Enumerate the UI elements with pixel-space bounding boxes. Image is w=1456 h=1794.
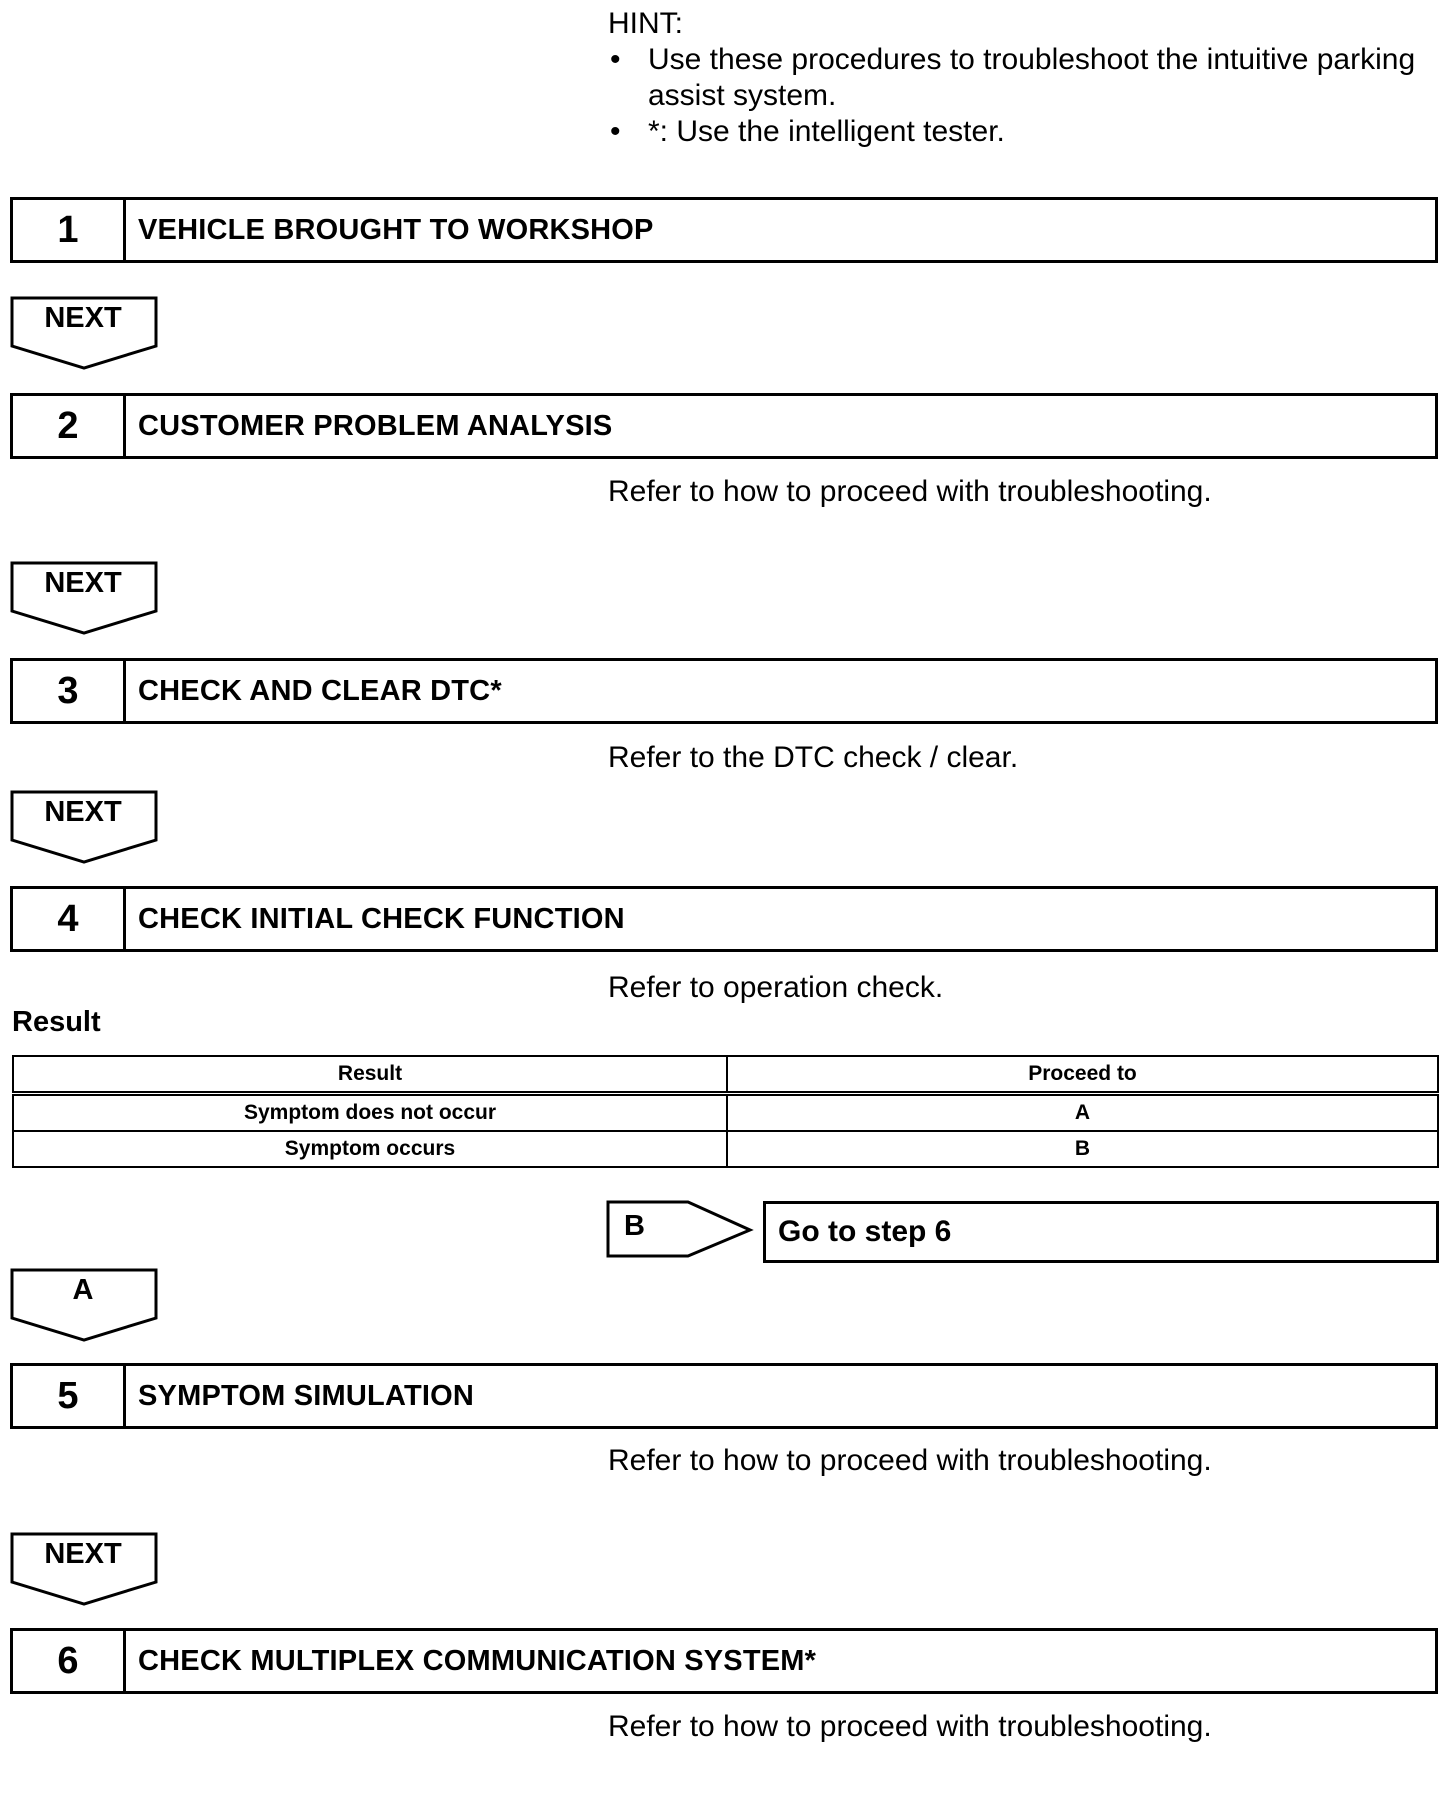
step-title: CHECK INITIAL CHECK FUNCTION (138, 902, 625, 935)
step-5 (10, 1363, 1438, 1429)
result-heading: Result (12, 1006, 101, 1038)
branch-a-arrow (10, 1268, 160, 1344)
step-number: 1 (13, 200, 126, 260)
bullet: • (610, 115, 621, 148)
step-6 (10, 1628, 1438, 1694)
hint-item-text: *: Use the intelligent tester. (648, 115, 1005, 148)
step-title: CHECK MULTIPLEX COMMUNICATION SYSTEM* (138, 1644, 817, 1677)
next-arrow (10, 1532, 160, 1608)
table-row (13, 1094, 1438, 1132)
next-label: NEXT (44, 302, 122, 334)
step-title: CUSTOMER PROBLEM ANALYSIS (138, 409, 613, 442)
step-title: CHECK AND CLEAR DTC* (138, 674, 502, 707)
table-cell: Symptom does not occur (13, 1094, 727, 1132)
refer-text: Refer to how to proceed with troubleshooting. (608, 475, 1212, 508)
branch-b-arrow (606, 1200, 756, 1260)
table-header-row (13, 1056, 1438, 1094)
refer-text: Refer to the DTC check / clear. (608, 741, 1019, 774)
next-arrow (10, 790, 160, 866)
table-cell: A (727, 1094, 1438, 1132)
step-1 (10, 197, 1438, 263)
next-label: NEXT (44, 796, 122, 828)
hint-item (608, 42, 1448, 114)
result-table (12, 1055, 1439, 1168)
step-title: VEHICLE BROUGHT TO WORKSHOP (138, 213, 654, 246)
next-label: NEXT (44, 1538, 122, 1570)
step-number: 3 (13, 661, 126, 721)
table-cell: B (727, 1131, 1438, 1167)
bullet: • (610, 43, 621, 76)
refer-text: Refer to how to proceed with troubleshooting. (608, 1710, 1212, 1743)
next-arrow (10, 561, 160, 637)
refer-text: Refer to operation check. (608, 971, 944, 1004)
table-cell: Symptom occurs (13, 1131, 727, 1167)
next-label: NEXT (44, 567, 122, 599)
step-number: 5 (13, 1366, 126, 1426)
step-number: 2 (13, 396, 126, 456)
branch-a-label: A (72, 1274, 94, 1306)
step-3 (10, 658, 1438, 724)
hint-block (608, 6, 1448, 150)
branch-b-label: B (624, 1210, 645, 1242)
hint-heading: HINT: (608, 7, 683, 40)
table-row (13, 1131, 1438, 1167)
hint-item-text: Use these procedures to troubleshoot the intuitive parking assist system. (648, 43, 1416, 112)
next-arrow (10, 296, 160, 372)
table-header-cell: Result (13, 1056, 727, 1094)
hint-item (608, 114, 1448, 150)
step-4 (10, 886, 1438, 952)
step-number: 6 (13, 1631, 126, 1691)
goto-box: Go to step 6 (763, 1201, 1439, 1263)
table-header-cell: Proceed to (727, 1056, 1438, 1094)
step-title: SYMPTOM SIMULATION (138, 1379, 475, 1412)
refer-text: Refer to how to proceed with troubleshooting. (608, 1444, 1212, 1477)
step-2 (10, 393, 1438, 459)
step-number: 4 (13, 889, 126, 949)
